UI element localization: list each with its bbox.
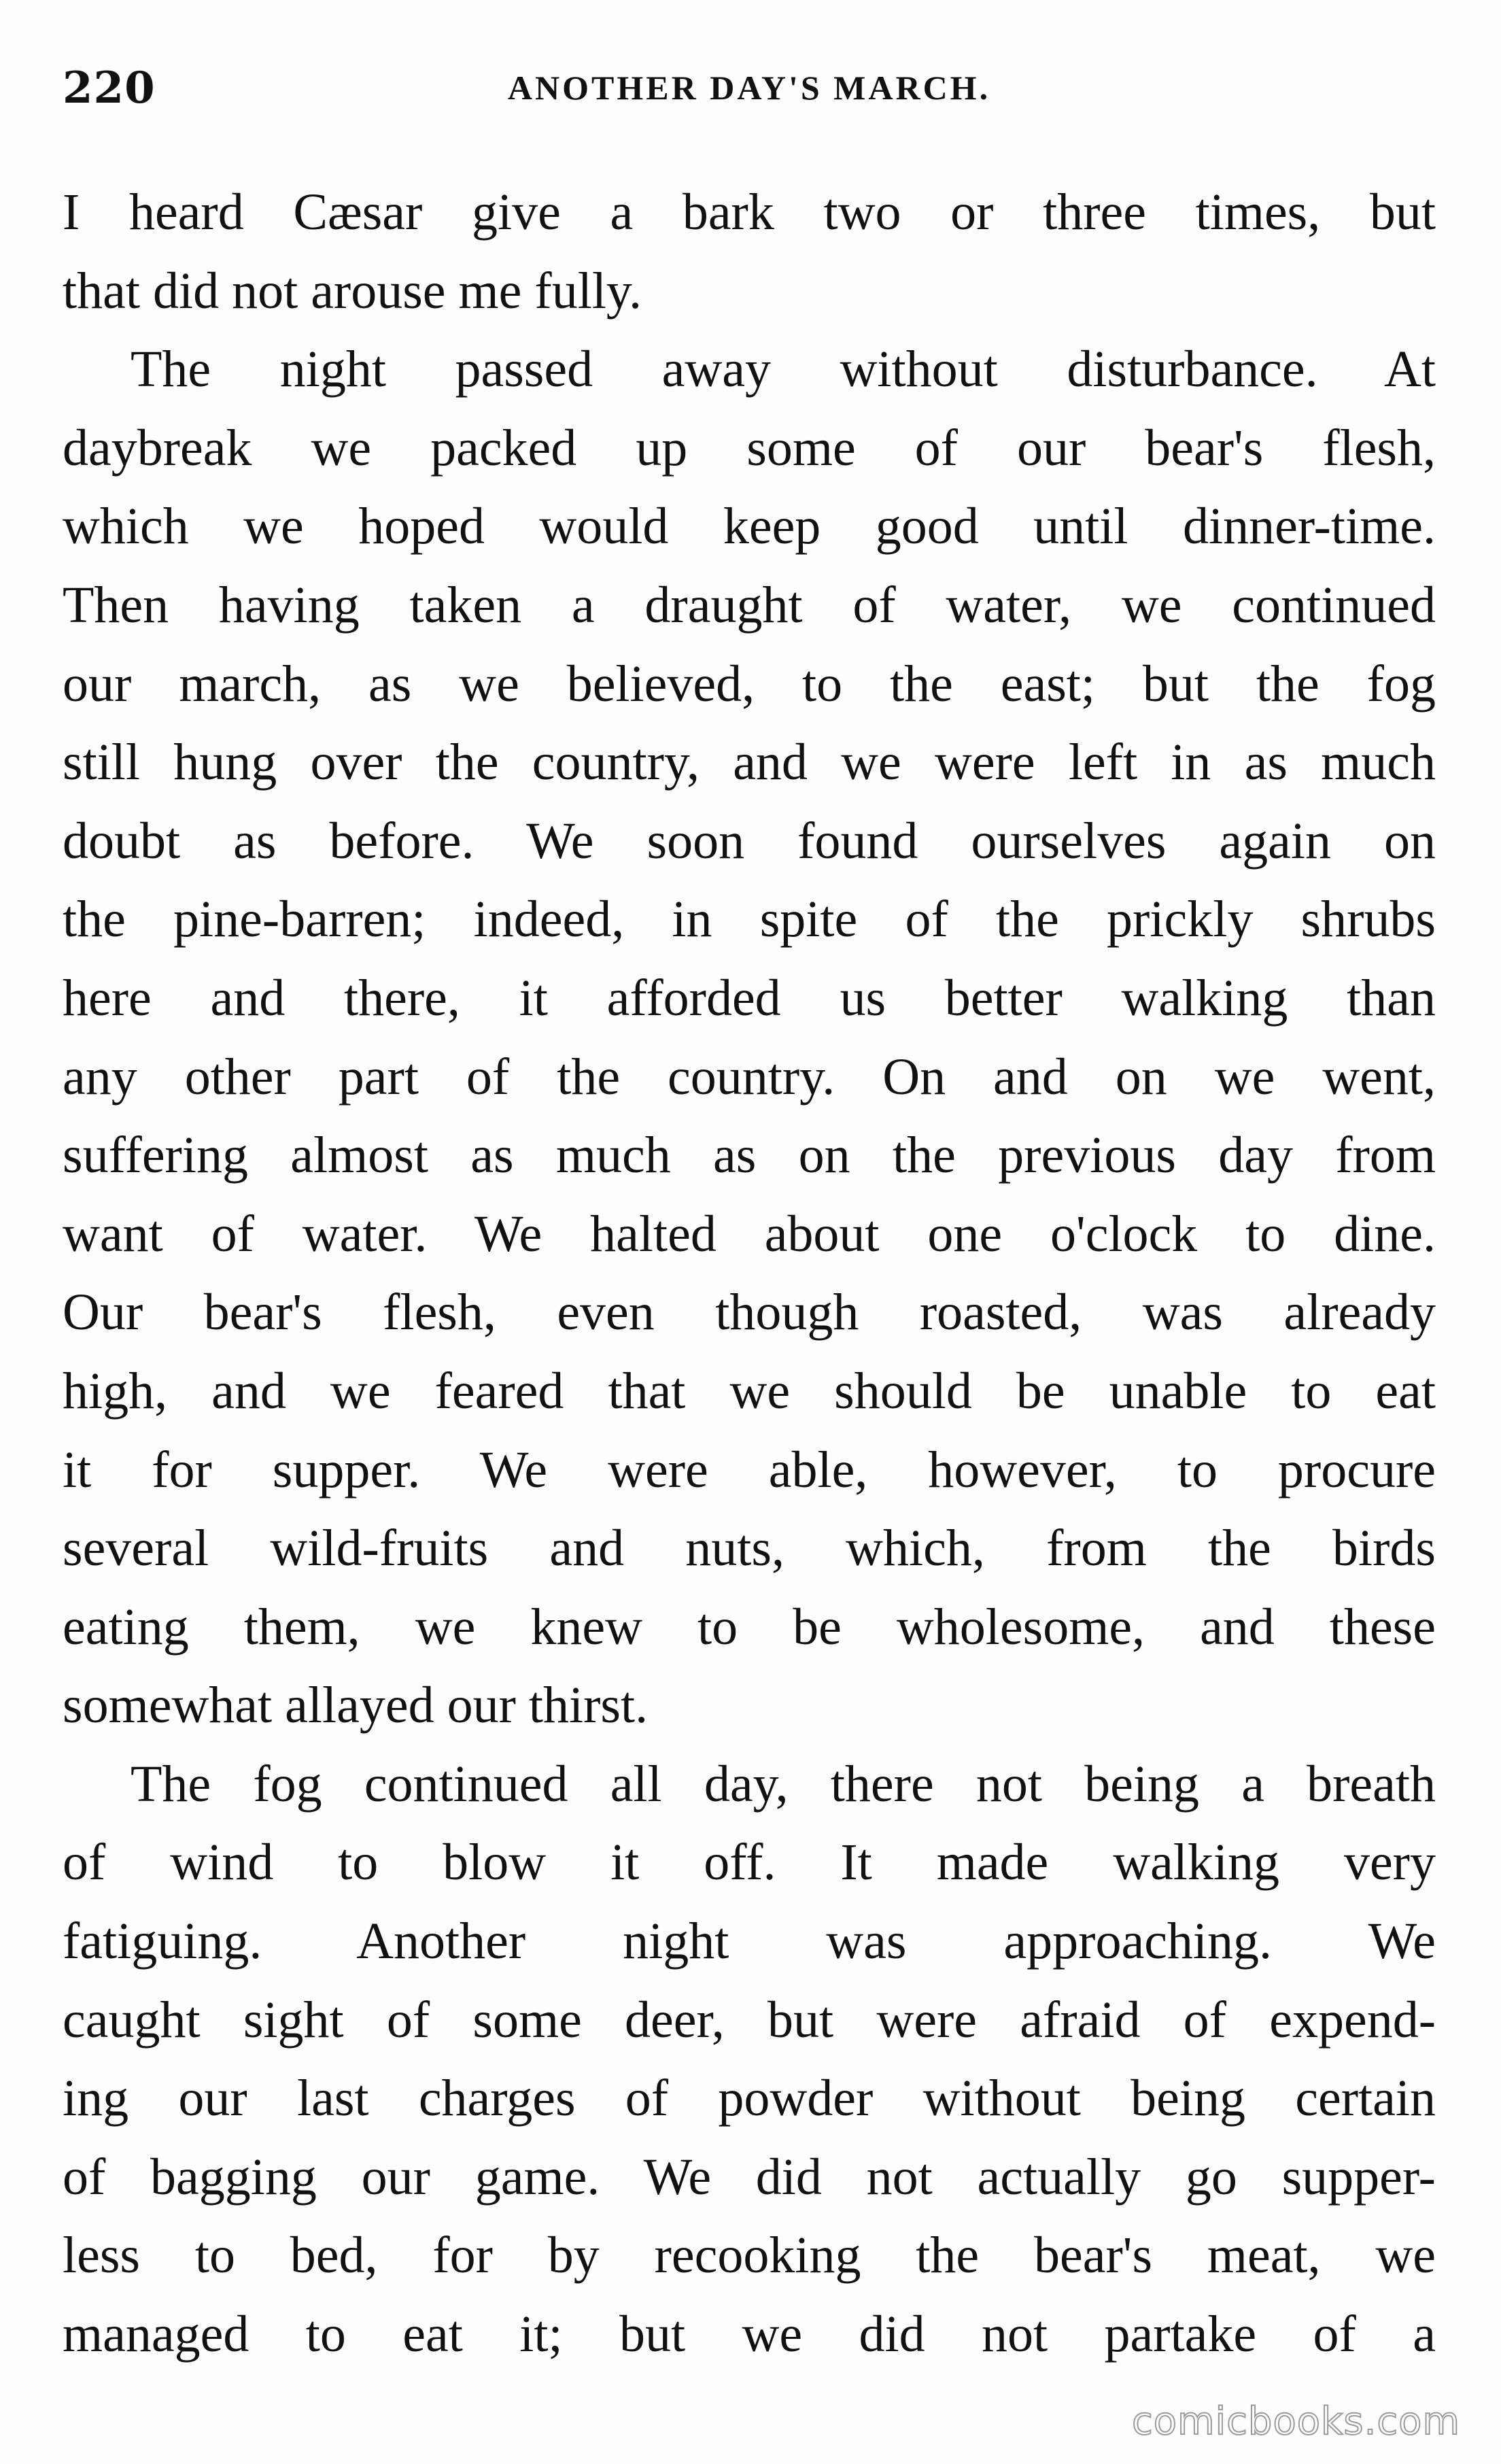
text-line: less to bed, for by recooking the bear's meat, we <box>63 2227 1436 2285</box>
text-line: here and there, it afforded us better walking than <box>63 969 1436 1027</box>
text-line: of wind to blow it off. It made walking very <box>63 1834 1436 1892</box>
text-line: which we hoped would keep good until dinner-time. <box>63 498 1436 555</box>
paragraph-2 <box>63 330 1436 1745</box>
body-text <box>63 173 1436 2374</box>
paragraph-1 <box>63 173 1436 330</box>
paragraph-3 <box>63 1745 1436 2374</box>
text-line: it for supper. We were able, however, to procure <box>63 1441 1436 1499</box>
text-line: doubt as before. We soon found ourselves again on <box>63 812 1436 870</box>
text-line: want of water. We halted about one o'clock to dine. <box>63 1205 1436 1263</box>
text-line: suffering almost as much as on the previous day from <box>63 1127 1436 1184</box>
text-line: The night passed away without disturbance. At <box>131 341 1436 398</box>
running-title: ANOTHER DAY'S MARCH. <box>507 69 991 107</box>
text-line: somewhat allayed our thirst. <box>63 1677 649 1734</box>
page-header <box>63 63 1436 137</box>
text-line: our march, as we believed, to the east; but the fog <box>63 655 1436 713</box>
text-line: several wild-fruits and nuts, which, from the birds <box>63 1520 1436 1577</box>
text-line: Our bear's flesh, even though roasted, was already <box>63 1284 1436 1341</box>
text-line: fatiguing. Another night was approaching. We <box>63 1913 1436 1970</box>
text-line: eating them, we knew to be wholesome, and these <box>63 1598 1436 1656</box>
text-line: still hung over the country, and we were left in as much <box>63 734 1436 791</box>
text-line: caught sight of some deer, but were afraid of expend- <box>63 1991 1436 2049</box>
text-line: any other part of the country. On and on we went, <box>63 1048 1436 1106</box>
text-line: that did not arouse me fully. <box>63 262 642 320</box>
page-number: 220 <box>63 63 156 114</box>
text-line: Then having taken a draught of water, we continued <box>63 576 1436 634</box>
text-line: I heard Cæsar give a bark two or three times, but <box>63 184 1436 241</box>
text-line: high, and we feared that we should be unable to eat <box>63 1362 1436 1420</box>
text-line: ing our last charges of powder without being certain <box>63 2070 1436 2127</box>
text-line: managed to eat it; but we did not partake of a <box>63 2306 1436 2363</box>
text-line: daybreak we packed up some of our bear's flesh, <box>63 419 1436 477</box>
watermark: comicbooks.com <box>1131 2399 1460 2444</box>
text-line: the pine-barren; indeed, in spite of the prickly shrubs <box>63 891 1436 948</box>
text-line: The fog continued all day, there not being a breath <box>131 1755 1436 1813</box>
text-line: of bagging our game. We did not actually go supper- <box>63 2148 1436 2206</box>
